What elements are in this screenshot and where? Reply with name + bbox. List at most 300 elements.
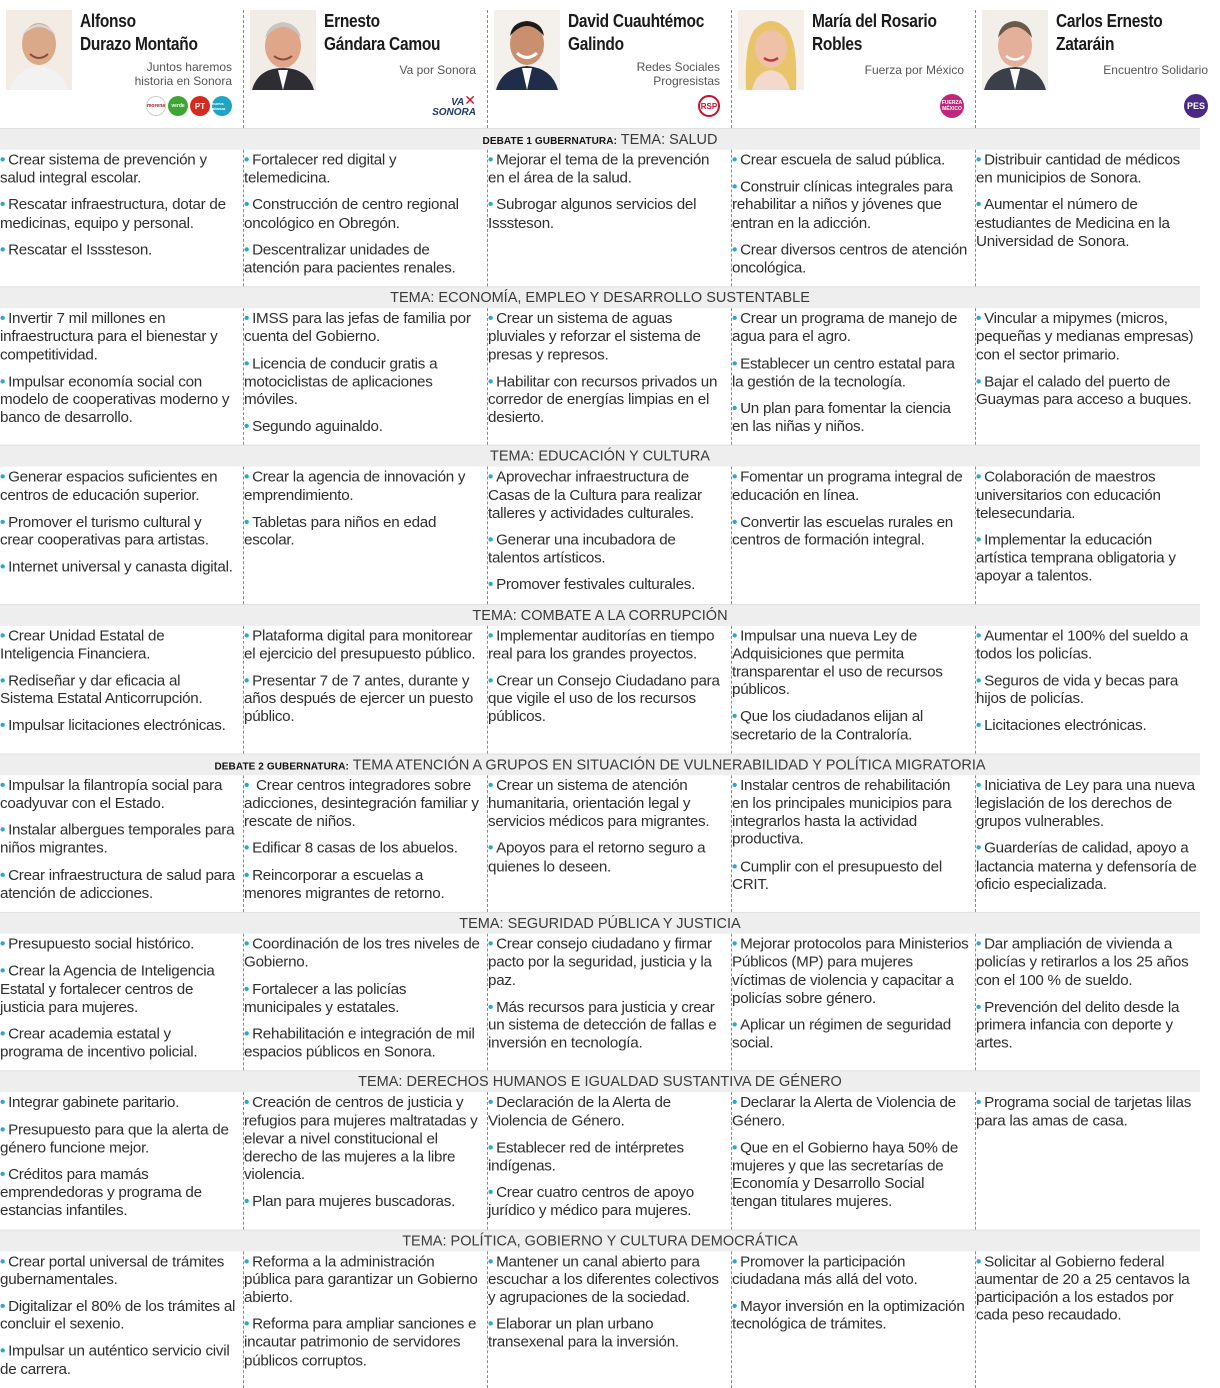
proposal-column (488, 1092, 732, 1229)
bullet-icon: • (244, 980, 250, 998)
proposal-text: Distribuir cantidad de médicos en municipios de Sonora. (976, 151, 1181, 187)
bullet-icon: • (244, 777, 250, 795)
proposal-column (244, 1092, 488, 1229)
fuerza-por-mexico-logo: FUERZA MÉXICO (940, 94, 964, 118)
proposal-item (244, 469, 481, 505)
bullet-icon: • (244, 468, 250, 486)
proposal-text: Crear Unidad Estatal de Inteligencia Financiera. (0, 627, 165, 663)
proposal-column (0, 1092, 244, 1229)
proposal-text: Impulsar un auténtico servicio civil de carrera. (0, 1342, 230, 1378)
candidate-party: Redes Sociales Progresistas (636, 60, 720, 88)
proposal-column (732, 934, 976, 1071)
section-header (0, 753, 1200, 775)
proposal-column (732, 150, 976, 287)
proposal-item (0, 514, 237, 550)
proposal-column (0, 308, 244, 445)
candidate-party: Fuerza por México (864, 63, 964, 77)
proposal-text: Tabletas para niños en edad escolar. (244, 513, 437, 549)
proposal-item (488, 1316, 725, 1352)
proposal-text: Fortalecer a las policías municipales y estatales. (244, 980, 407, 1016)
proposal-item (488, 197, 725, 233)
proposal-text: Implementar auditorías en tiempo real para los grandes proyectos. (488, 627, 715, 663)
rsp-logo: RSP (698, 95, 720, 117)
proposal-text: IMSS para las jefas de familia por cuenta del Gobierno. (244, 310, 471, 346)
section-row (0, 934, 1200, 1071)
proposal-item (976, 628, 1198, 664)
proposal-item (732, 858, 969, 894)
pt-logo: PT (190, 96, 210, 116)
bullet-icon: • (976, 310, 982, 328)
proposal-text: Reforma para ampliar sanciones e incautar patrimonio de servidores públicos corruptos. (244, 1315, 477, 1369)
proposal-item (976, 1094, 1198, 1130)
bullet-icon: • (732, 1297, 738, 1315)
proposal-column (732, 775, 976, 912)
bullet-icon: • (488, 1184, 494, 1202)
verde-logo: verde (168, 96, 188, 116)
candidate-name: Ernesto Gándara Camou (324, 11, 441, 54)
bullet-icon: • (0, 1025, 6, 1043)
proposal-text: Prevención del delito desde la primera infancia con deporte y artes. (976, 998, 1180, 1052)
bullet-icon: • (244, 1315, 250, 1333)
section-title: TEMA: DERECHOS HUMANOS E IGUALDAD SUSTANTIVA DE GÉNERO (358, 1074, 842, 1091)
proposal-item (0, 777, 237, 813)
candidate-name: María del Rosario Robles (812, 11, 937, 54)
proposal-column (0, 150, 244, 287)
proposal-item (488, 628, 725, 664)
proposal-item (0, 1121, 237, 1157)
proposal-item (488, 777, 725, 831)
proposal-item (488, 577, 725, 595)
bullet-icon: • (488, 1252, 494, 1270)
bullet-icon: • (488, 468, 494, 486)
bullet-icon: • (976, 672, 982, 690)
section-title: TEMA: SALUD (620, 131, 718, 148)
section-title: TEMA: POLÍTICA, GOBIERNO Y CULTURA DEMOCRÁTICA (402, 1233, 798, 1249)
proposal-text: Crear un Consejo Ciudadano para que vigile el uso de los recursos públicos. (488, 672, 720, 726)
bullet-icon: • (488, 196, 494, 214)
proposal-column (732, 467, 976, 604)
proposal-column (0, 775, 244, 912)
bullet-icon: • (732, 777, 738, 795)
proposal-item (732, 628, 969, 700)
bullet-icon: • (244, 513, 250, 531)
bullet-icon: • (0, 777, 6, 795)
proposal-column (732, 308, 976, 445)
proposal-text: Impulsar economía social con modelo de cooperativas moderno y banco de desarrollo. (0, 373, 230, 427)
bullet-icon: • (0, 1094, 6, 1112)
proposal-text: Plan para mujeres buscadoras. (252, 1193, 456, 1211)
proposal-item (0, 1253, 237, 1289)
bullet-icon: • (732, 355, 738, 373)
bullet-icon: • (0, 935, 6, 953)
proposal-text: Establecer un centro estatal para la gestión de la tecnología. (732, 355, 955, 391)
candidate-card (976, 0, 1220, 128)
proposal-column (976, 467, 1200, 604)
bullet-icon: • (0, 822, 6, 839)
proposal-text: Un plan para fomentar la ciencia en las niñas y niños. (732, 400, 951, 436)
proposal-text: Generar una incubadora de talentos artísticos. (488, 531, 676, 567)
candidate-card (244, 0, 488, 128)
proposal-item (976, 936, 1198, 990)
bullet-icon: • (244, 355, 250, 373)
proposal-text: Licitaciones electrónicas. (984, 717, 1147, 735)
section-row (0, 626, 1200, 754)
section-header (0, 912, 1200, 934)
proposal-item (244, 840, 481, 858)
proposal-item (488, 672, 725, 726)
proposal-column (0, 934, 244, 1071)
proposal-text: Crear portal universal de trámites gubernamentales. (0, 1252, 225, 1288)
proposal-column (976, 1092, 1200, 1229)
proposal-column (0, 467, 244, 604)
proposal-text: Promover festivales culturales. (496, 576, 696, 594)
proposal-text: Construir clínicas integrales para rehabilitar a niños y jóvenes que entran en la adicción. (732, 178, 953, 232)
proposal-text: Plataforma digital para monitorear el ejercicio del presupuesto público. (244, 627, 476, 663)
proposal-text: Iniciativa de Ley para una nueva legislación de los derechos de grupos vulnerables. (976, 777, 1195, 831)
bullet-icon: • (732, 935, 738, 953)
proposal-item (732, 514, 969, 550)
proposal-item (0, 822, 237, 858)
section-title: TEMA: EDUCACIÓN Y CULTURA (490, 449, 710, 465)
bullet-icon: • (976, 935, 982, 953)
proposal-column (732, 1092, 976, 1229)
proposal-text: Presupuesto social histórico. (8, 935, 195, 953)
proposal-item (976, 310, 1198, 364)
bullet-icon: • (976, 468, 982, 486)
bullet-icon: • (488, 1139, 494, 1157)
va-por-sonora-logo: VA✕ SONORA (432, 91, 476, 118)
proposal-item (976, 1253, 1198, 1325)
proposal-item (0, 1298, 237, 1334)
candidate-party: Juntos haremos historia en Sonora (134, 60, 232, 88)
proposal-text: Bajar el calado del puerto de Guaymas para acceso a buques. (976, 373, 1192, 409)
pes-logo: PES (1184, 94, 1208, 118)
proposal-item (732, 1094, 969, 1130)
bullet-icon: • (732, 178, 738, 196)
proposal-item (732, 469, 969, 505)
proposal-item (0, 963, 237, 1017)
section-row (0, 467, 1200, 604)
proposal-item (732, 1298, 969, 1334)
proposal-text: Dar ampliación de vivienda a policías y retirarlos a los 25 años con el 100 % de sueldo. (976, 935, 1189, 989)
debate-label: DEBATE 1 GUBERNATURA: (482, 135, 618, 147)
proposal-item (976, 717, 1198, 735)
proposal-item (488, 1139, 725, 1175)
proposal-text: Declarar la Alerta de Violencia de Género. (732, 1094, 956, 1130)
candidate-party: Va por Sonora (399, 63, 476, 77)
bullet-icon: • (0, 1252, 6, 1270)
proposal-text: Crear escuela de salud pública. (740, 151, 946, 169)
proposal-text: Segundo aguinaldo. (252, 418, 383, 436)
bullet-icon: • (244, 151, 250, 169)
proposal-item (0, 1026, 237, 1062)
bullet-icon: • (244, 196, 250, 214)
proposal-item (976, 197, 1198, 251)
bullet-icon: • (976, 777, 982, 795)
bullet-icon: • (0, 1342, 6, 1360)
proposal-text: Rediseñar y dar eficacia al Sistema Estatal Anticorrupción. (0, 672, 203, 708)
bullet-icon: • (976, 373, 982, 391)
proposal-column (0, 1251, 244, 1388)
proposal-item (244, 1193, 481, 1211)
bullet-icon: • (976, 717, 982, 735)
proposal-item (244, 1026, 481, 1062)
bullet-icon: • (0, 867, 6, 884)
bullet-icon: • (976, 998, 982, 1016)
party-logos (698, 94, 720, 118)
proposal-item (732, 242, 969, 278)
bullet-icon: • (488, 777, 494, 795)
bullet-icon: • (976, 531, 982, 549)
bullet-icon: • (976, 1252, 982, 1270)
proposal-item (0, 469, 237, 505)
proposal-text: Reincorporar a escuelas a menores migrantes de retorno. (244, 867, 445, 902)
proposal-text: Vincular a mipymes (micros, pequeñas y medianas empresas) con el sector primario. (976, 310, 1194, 364)
proposal-item (0, 197, 237, 233)
proposal-text: Crear un programa de manejo de agua para el agro. (732, 310, 958, 346)
proposal-item (244, 628, 481, 664)
section-row (0, 1251, 1200, 1388)
proposal-column (488, 626, 732, 754)
proposal-item (732, 1139, 969, 1211)
proposal-text: Mayor inversión en la optimización tecnológica de trámites. (732, 1297, 965, 1333)
section-title: TEMA: ECONOMÍA, EMPLEO Y DESARROLLO SUSTENTABLE (390, 290, 810, 307)
debate-label: DEBATE 2 GUBERNATURA: (214, 761, 349, 773)
section-header (0, 128, 1200, 150)
proposal-item (0, 310, 237, 364)
section-row (0, 775, 1200, 912)
proposal-column (976, 775, 1200, 912)
proposal-text: Guarderías de calidad, apoyo a lactancia materna y defensoría de oficio especializada. (976, 840, 1197, 894)
proposal-column (976, 934, 1200, 1071)
proposal-item (244, 152, 481, 188)
proposal-column (488, 467, 732, 604)
party-logos (1184, 94, 1208, 118)
proposal-text: Promover la participación ciudadana más allá del voto. (732, 1252, 918, 1288)
proposal-text: Elaborar un plan urbano transexenal para la inversión. (488, 1315, 679, 1351)
proposal-item (244, 197, 481, 233)
proposal-text: Licencia de conducir gratis a motociclistas de aplicaciones móviles. (244, 355, 438, 409)
proposal-item (488, 936, 725, 990)
proposal-item (488, 1094, 725, 1130)
proposal-item (0, 936, 237, 954)
candidate-photo (250, 10, 316, 90)
proposal-column (488, 308, 732, 445)
bullet-icon: • (488, 310, 494, 328)
bullet-icon: • (244, 1025, 250, 1043)
proposal-column (976, 308, 1200, 445)
proposal-item (244, 981, 481, 1017)
proposal-text: Internet universal y canasta digital. (8, 558, 233, 576)
section-row (0, 308, 1200, 445)
proposal-item (488, 469, 725, 523)
section-title: TEMA ATENCIÓN A GRUPOS EN SITUACIÓN DE VULNERABILIDAD Y POLÍTICA MIGRATORIA (352, 757, 986, 774)
bullet-icon: • (488, 1315, 494, 1333)
proposal-text: Mantener un canal abierto para escuchar a los diferentes colectivos y agrupaciones de la sociedad. (488, 1252, 719, 1306)
proposal-item (732, 310, 969, 346)
proposal-text: Edificar 8 casas de los abuelos. (252, 840, 458, 857)
proposal-text: Descentralizar unidades de atención para pacientes renales. (244, 241, 456, 277)
proposal-text: Aprovechar infraestructura de Casas de la Cultura para realizar talleres y actividades culturales. (488, 468, 702, 522)
proposal-column (488, 1251, 732, 1388)
proposal-text: Mejorar el tema de la prevención en el área de la salud. (488, 151, 710, 187)
bullet-icon: • (0, 196, 6, 214)
bullet-icon: • (244, 241, 250, 259)
bullet-icon: • (0, 468, 6, 486)
proposal-text: Integrar gabinete paritario. (8, 1094, 180, 1112)
bullet-icon: • (732, 400, 738, 418)
proposal-text: Digitalizar el 80% de los trámites al concluir el sexenio. (0, 1297, 236, 1333)
proposal-text: Impulsar la filantropía social para coadyuvar con el Estado. (0, 777, 223, 813)
bullet-icon: • (244, 867, 250, 884)
proposal-column (976, 626, 1200, 754)
candidate-card (488, 0, 732, 128)
proposal-text: Implementar la educación artística temprana obligatoria y apoyar a talentos. (976, 531, 1176, 585)
party-logos (940, 94, 964, 118)
proposal-column (488, 934, 732, 1071)
candidates-header (0, 0, 1208, 128)
proposal-text: Aplicar un régimen de seguridad social. (732, 1016, 951, 1052)
bullet-icon: • (0, 627, 6, 645)
proposal-item (0, 242, 237, 260)
bullet-icon: • (244, 310, 250, 328)
bullet-icon: • (244, 840, 250, 857)
proposal-text: Instalar albergues temporales para niños migrantes. (0, 822, 235, 857)
proposal-item (244, 514, 481, 550)
section-row (0, 150, 1200, 287)
proposal-item (0, 717, 237, 735)
proposal-text: Declaración de la Alerta de Violencia de Género. (488, 1094, 671, 1130)
proposal-column (488, 775, 732, 912)
proposal-text: Crear diversos centros de atención oncológica. (732, 241, 968, 277)
proposal-text: Subrogar algunos servicios del Isssteson. (488, 196, 697, 232)
proposal-item (244, 1094, 481, 1184)
proposal-text: Crear centros integradores sobre adicciones, desintegración familiar y rescate de niños. (244, 777, 479, 831)
proposal-item (976, 840, 1198, 894)
proposal-text: Aumentar el número de estudiantes de Medicina en la Universidad de Sonora. (976, 196, 1170, 250)
proposal-item (488, 1184, 725, 1220)
proposal-text: Colaboración de maestros universitarios con educación telesecundaria. (976, 468, 1161, 522)
candidate-card (0, 0, 244, 128)
proposal-column (0, 626, 244, 754)
proposal-item (976, 999, 1198, 1053)
proposal-text: Reforma a la administración pública para garantizar un Gobierno abierto. (244, 1252, 478, 1306)
proposal-text: Mejorar protocolos para Ministerios Públicos (MP) para mujeres víctimas de violencia y capacitar a policías sobre género. (732, 935, 969, 1007)
proposal-item (0, 628, 237, 664)
proposal-column (244, 308, 488, 445)
proposal-item (732, 936, 969, 1008)
bullet-icon: • (732, 1094, 738, 1112)
proposal-item (244, 242, 481, 278)
proposal-text: Crear la agencia de innovación y emprendimiento. (244, 468, 466, 504)
proposal-item (244, 936, 481, 972)
bullet-icon: • (732, 1252, 738, 1270)
bullet-icon: • (0, 1297, 6, 1315)
bullet-icon: • (976, 627, 982, 645)
proposal-column (732, 1251, 976, 1388)
proposal-item (244, 1316, 481, 1370)
proposal-item (976, 672, 1198, 708)
proposal-column (732, 626, 976, 754)
bullet-icon: • (732, 858, 738, 875)
proposal-text: Crear cuatro centros de apoyo jurídico y médico para mujeres. (488, 1184, 694, 1220)
proposal-column (488, 150, 732, 287)
bullet-icon: • (0, 373, 6, 391)
proposal-text: Rescatar el Isssteson. (8, 241, 152, 259)
proposal-text: Rehabilitación e integración de mil espacios públicos en Sonora. (244, 1025, 475, 1061)
bullet-icon: • (488, 840, 494, 857)
proposal-text: Más recursos para justicia y crear un sistema de detección de fallas e inversión en tecnología. (488, 998, 717, 1052)
bullet-icon: • (244, 627, 250, 645)
proposal-text: Crear academia estatal y programa de incentivo policial. (0, 1025, 198, 1061)
proposal-column (244, 775, 488, 912)
bullet-icon: • (488, 531, 494, 549)
bullet-icon: • (0, 717, 6, 735)
section-title: TEMA: COMBATE A LA CORRUPCIÓN (472, 607, 728, 624)
proposal-text: Invertir 7 mil millones en infraestructura para el bienestar y competitividad. (0, 310, 218, 364)
proposal-item (732, 1253, 969, 1289)
candidate-photo (494, 10, 560, 90)
proposal-text: Construcción de centro regional oncológico en Obregón. (244, 196, 459, 232)
proposal-text: Creación de centros de justicia y refugios para mujeres maltratadas y elevar a nivel constitucional el derecho de las mujeres a la libre violencia. (244, 1094, 478, 1184)
proposal-text: Fortalecer red digital y telemedicina. (244, 151, 397, 187)
proposal-item (488, 310, 725, 364)
proposal-item (732, 1017, 969, 1053)
proposal-column (244, 626, 488, 754)
proposal-text: Que los ciudadanos elijan al secretario de la Contraloría. (732, 708, 924, 744)
proposal-column (244, 150, 488, 287)
candidate-name: Alfonso Durazo Montaño (80, 11, 198, 54)
proposal-text: Promover el turismo cultural y crear cooperativas para artistas. (0, 513, 209, 549)
proposal-item (0, 559, 237, 577)
proposal-item (732, 179, 969, 233)
proposal-item (244, 777, 481, 831)
bullet-icon: • (488, 151, 494, 169)
section-header (0, 287, 1200, 309)
proposal-text: Presupuesto para que la alerta de género funcione mejor. (0, 1121, 229, 1157)
proposal-text: Crear infraestructura de salud para atención de adicciones. (0, 867, 235, 902)
proposal-text: Crear un sistema de atención humanitaria, orientación legal y servicios médicos para migrantes. (488, 777, 710, 831)
proposal-text: Aumentar el 100% del sueldo a todos los policías. (976, 627, 1188, 663)
proposal-text: Fomentar un programa integral de educación en línea. (732, 468, 963, 504)
bullet-icon: • (0, 962, 6, 980)
proposal-text: Generar espacios suficientes en centros de educación superior. (0, 468, 218, 504)
bullet-icon: • (0, 558, 6, 576)
bullet-icon: • (488, 1094, 494, 1112)
bullet-icon: • (976, 1094, 982, 1112)
proposal-text: Impulsar una nueva Ley de Adquisiciones que permita transparentar el uso de recursos públicos. (732, 627, 943, 699)
proposal-item (244, 867, 481, 903)
proposal-text: Crear consejo ciudadano y firmar pacto por la seguridad, justicia y la paz. (488, 935, 712, 989)
bullet-icon: • (488, 627, 494, 645)
candidate-photo (6, 10, 72, 90)
proposal-item (488, 1253, 725, 1307)
section-header (0, 604, 1200, 626)
nueva-alianza-logo: nueva alianza (212, 96, 232, 116)
proposal-item (0, 672, 237, 708)
proposal-item (0, 152, 237, 188)
bullet-icon: • (244, 418, 250, 436)
proposal-text: Créditos para mamás emprendedoras y programa de estancias infantiles. (0, 1166, 202, 1220)
bullet-icon: • (732, 1139, 738, 1157)
proposal-text: Programa social de tarjetas lilas para las amas de casa. (976, 1094, 1192, 1130)
section-title: TEMA: SEGURIDAD PÚBLICA Y JUSTICIA (459, 915, 741, 932)
bullet-icon: • (732, 151, 738, 169)
bullet-icon: • (244, 935, 250, 953)
proposal-item (0, 373, 237, 427)
proposal-item (732, 708, 969, 744)
proposal-item (976, 152, 1198, 188)
